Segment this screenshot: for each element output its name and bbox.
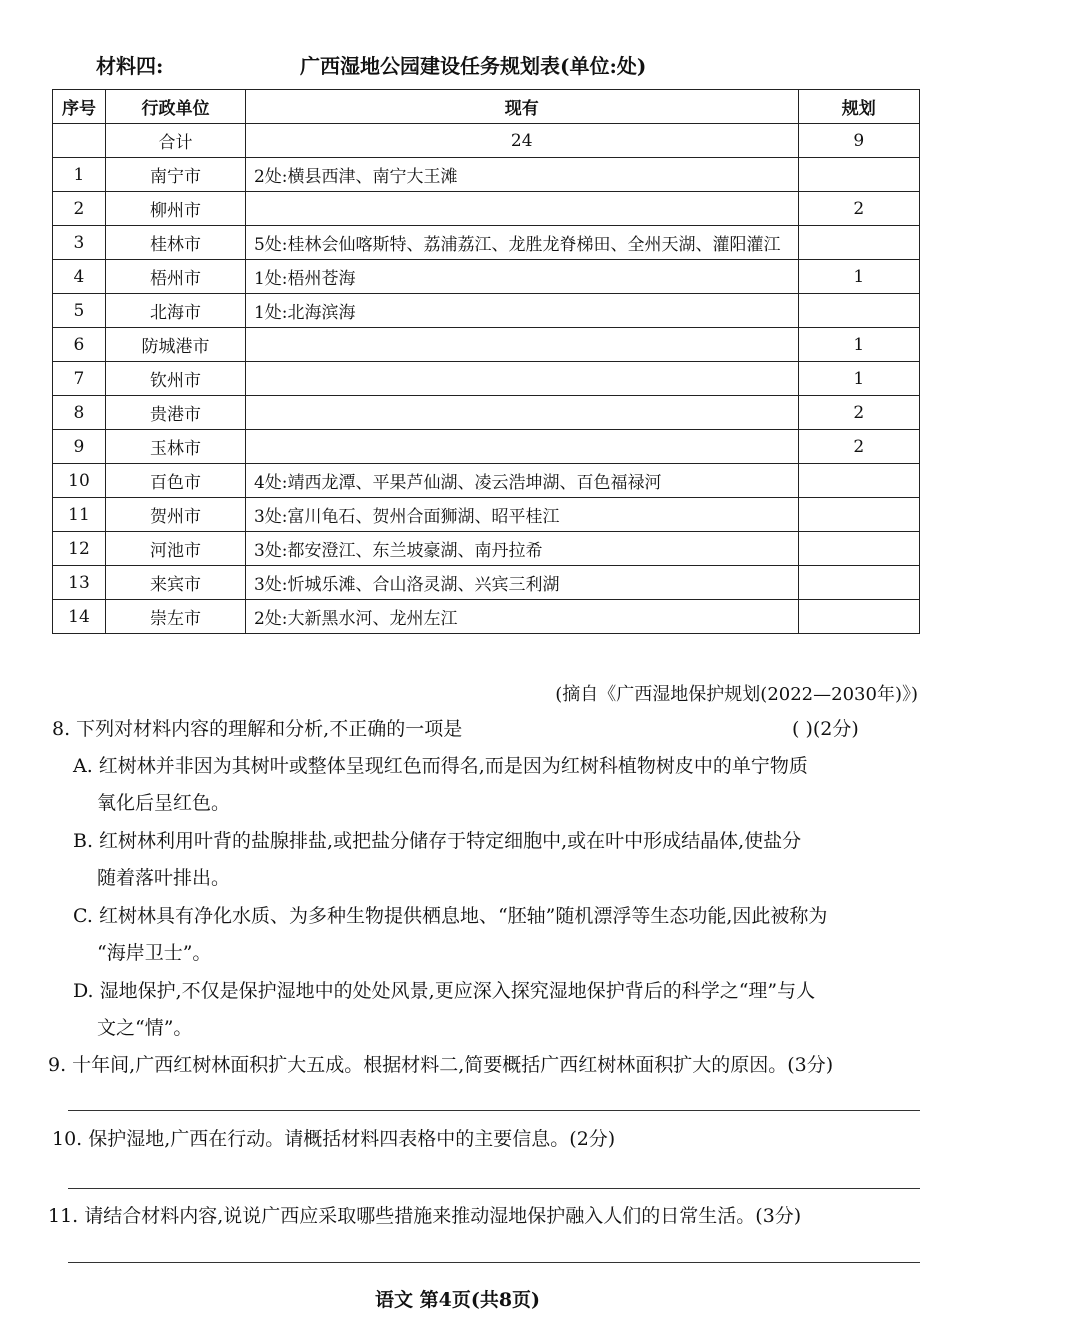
row-unit: 防城港市 bbox=[105, 328, 245, 362]
table-row bbox=[53, 396, 920, 430]
row-existing: 2处:横县西津、南宁大王滩 bbox=[245, 158, 798, 192]
row-unit: 崇左市 bbox=[105, 600, 245, 634]
row-planned bbox=[798, 600, 920, 634]
row-no: 13 bbox=[53, 566, 106, 600]
header-no: 序号 bbox=[53, 90, 106, 124]
row-planned bbox=[798, 226, 920, 260]
row-unit: 钦州市 bbox=[105, 362, 245, 396]
option-c-cont: “海岸卫士”。 bbox=[97, 942, 212, 964]
total-row bbox=[53, 124, 920, 158]
row-unit: 来宾市 bbox=[105, 566, 245, 600]
row-existing: 4处:靖西龙潭、平果芦仙湖、凌云浩坤湖、百色福禄河 bbox=[245, 464, 798, 498]
row-existing bbox=[245, 192, 798, 226]
page-footer: 语文 第4页(共8页) bbox=[375, 1289, 541, 1311]
row-planned: 2 bbox=[798, 430, 920, 464]
row-unit: 桂林市 bbox=[105, 226, 245, 260]
row-existing bbox=[245, 362, 798, 396]
row-existing: 3处:都安澄江、东兰坡豪湖、南丹拉希 bbox=[245, 532, 798, 566]
table-row bbox=[53, 498, 920, 532]
question-8 bbox=[52, 714, 932, 744]
row-existing: 3处:富川龟石、贺州合面狮湖、昭平桂江 bbox=[245, 498, 798, 532]
row-no: 10 bbox=[53, 464, 106, 498]
row-no: 4 bbox=[53, 260, 106, 294]
row-unit: 河池市 bbox=[105, 532, 245, 566]
option-a bbox=[73, 748, 921, 822]
row-no: 2 bbox=[53, 192, 106, 226]
option-b bbox=[73, 823, 921, 897]
option-a-cont: 氧化后呈红色。 bbox=[97, 792, 231, 814]
total-no-cell bbox=[53, 124, 106, 158]
option-d-text: D. 湿地保护,不仅是保护湿地中的处处风景,更应深入探究湿地保护背后的科学之“理”与人 bbox=[73, 980, 816, 1002]
row-planned bbox=[798, 532, 920, 566]
row-existing: 1处:梧州苍海 bbox=[245, 260, 798, 294]
row-existing bbox=[245, 328, 798, 362]
row-existing bbox=[245, 396, 798, 430]
row-planned bbox=[798, 294, 920, 328]
option-b-text: B. 红树林利用叶背的盐腺排盐,或把盐分储存于特定细胞中,或在叶中形成结晶体,使盐分 bbox=[73, 830, 802, 852]
row-planned bbox=[798, 158, 920, 192]
option-d bbox=[73, 973, 921, 1047]
option-c-text: C. 红树林具有净化水质、为多种生物提供栖息地、“胚轴”随机漂浮等生态功能,因此被称为 bbox=[73, 905, 828, 927]
row-planned: 1 bbox=[798, 362, 920, 396]
row-no: 5 bbox=[53, 294, 106, 328]
row-no: 1 bbox=[53, 158, 106, 192]
row-planned: 1 bbox=[798, 260, 920, 294]
row-planned bbox=[798, 566, 920, 600]
table-row bbox=[53, 226, 920, 260]
row-planned: 1 bbox=[798, 328, 920, 362]
question-9: 9. 十年间,广西红树林面积扩大五成。根据材料二,简要概括广西红树林面积扩大的原因。(3分) bbox=[48, 1054, 834, 1076]
row-unit: 北海市 bbox=[105, 294, 245, 328]
table-row bbox=[53, 600, 920, 634]
row-unit: 贵港市 bbox=[105, 396, 245, 430]
table-row bbox=[53, 464, 920, 498]
row-unit: 贺州市 bbox=[105, 498, 245, 532]
table-row bbox=[53, 294, 920, 328]
table-row bbox=[53, 566, 920, 600]
option-b-cont: 随着落叶排出。 bbox=[97, 867, 231, 889]
table-row bbox=[53, 532, 920, 566]
table-row bbox=[53, 260, 920, 294]
total-label: 合计 bbox=[105, 124, 245, 158]
material-label: 材料四: bbox=[96, 54, 164, 78]
row-no: 11 bbox=[53, 498, 106, 532]
row-no: 6 bbox=[53, 328, 106, 362]
table-row bbox=[53, 328, 920, 362]
answer-bracket: ( )(2分) bbox=[792, 718, 859, 740]
total-planned: 9 bbox=[798, 124, 920, 158]
row-existing: 3处:忻城乐滩、合山洛灵湖、兴宾三利湖 bbox=[245, 566, 798, 600]
answer-line-11[interactable] bbox=[68, 1262, 920, 1263]
table-row bbox=[53, 158, 920, 192]
row-existing: 1处:北海滨海 bbox=[245, 294, 798, 328]
header-existing: 现有 bbox=[245, 90, 798, 124]
row-unit: 玉林市 bbox=[105, 430, 245, 464]
row-no: 12 bbox=[53, 532, 106, 566]
row-planned: 2 bbox=[798, 192, 920, 226]
row-no: 14 bbox=[53, 600, 106, 634]
row-unit: 梧州市 bbox=[105, 260, 245, 294]
answer-line-10[interactable] bbox=[68, 1188, 920, 1189]
row-unit: 南宁市 bbox=[105, 158, 245, 192]
row-unit: 柳州市 bbox=[105, 192, 245, 226]
row-existing: 5处:桂林会仙喀斯特、荔浦荔江、龙胜龙脊梯田、全州天湖、灌阳灌江 bbox=[245, 226, 798, 260]
row-unit: 百色市 bbox=[105, 464, 245, 498]
row-no: 7 bbox=[53, 362, 106, 396]
table-row bbox=[53, 362, 920, 396]
row-planned bbox=[798, 464, 920, 498]
answer-line-9[interactable] bbox=[68, 1110, 920, 1111]
wetland-plan-table bbox=[52, 89, 920, 634]
option-d-cont: 文之“情”。 bbox=[97, 1017, 193, 1039]
table-row bbox=[53, 192, 920, 226]
row-existing bbox=[245, 430, 798, 464]
row-no: 8 bbox=[53, 396, 106, 430]
header-planned: 规划 bbox=[798, 90, 920, 124]
question-10: 10. 保护湿地,广西在行动。请概括材料四表格中的主要信息。(2分) bbox=[52, 1128, 616, 1150]
row-existing: 2处:大新黑水河、龙州左江 bbox=[245, 600, 798, 634]
option-a-text: A. 红树林并非因为其树叶或整体呈现红色而得名,而是因为红树科植物树皮中的单宁物质 bbox=[73, 755, 808, 777]
source-citation: (摘自《广西湿地保护规划(2022—2030年)》) bbox=[555, 684, 918, 705]
question-8-stem: 8. 下列对材料内容的理解和分析,不正确的一项是 bbox=[52, 718, 463, 740]
total-existing: 24 bbox=[245, 124, 798, 158]
row-planned bbox=[798, 498, 920, 532]
row-planned: 2 bbox=[798, 396, 920, 430]
header-unit: 行政单位 bbox=[105, 90, 245, 124]
option-c bbox=[73, 898, 921, 972]
row-no: 3 bbox=[53, 226, 106, 260]
table-header-row bbox=[53, 90, 920, 124]
row-no: 9 bbox=[53, 430, 106, 464]
table-title: 广西湿地公园建设任务规划表(单位:处) bbox=[300, 54, 647, 78]
table-row bbox=[53, 430, 920, 464]
question-11: 11. 请结合材料内容,说说广西应采取哪些措施来推动湿地保护融入人们的日常生活。(3分) bbox=[48, 1205, 802, 1227]
